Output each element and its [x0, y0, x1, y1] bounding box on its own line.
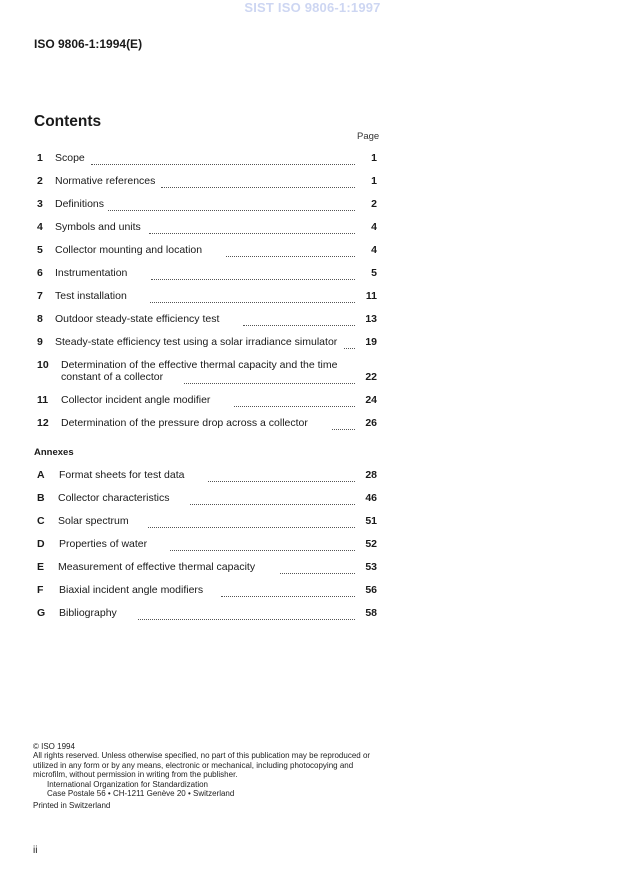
- annex-page: 52: [365, 538, 377, 550]
- dot-leader: [190, 494, 355, 505]
- contents-heading: Contents: [34, 113, 102, 130]
- toc-title: Outdoor steady-state efficiency test: [55, 313, 220, 325]
- dot-leader: [91, 154, 355, 165]
- dot-leader: [243, 315, 355, 326]
- toc-page: 2: [371, 198, 377, 210]
- dot-leader: [150, 292, 355, 303]
- annex-title: Properties of water: [59, 538, 148, 550]
- toc-entry: [34, 417, 377, 431]
- annex-title: Biaxial incident angle modifiers: [59, 584, 204, 596]
- annex-entry: [34, 538, 377, 552]
- dot-leader: [332, 419, 355, 430]
- annexes-heading: Annexes: [34, 447, 74, 458]
- toc-entry: [34, 152, 377, 166]
- dot-leader: [234, 396, 355, 407]
- annex-entry: [34, 492, 377, 506]
- toc-entry: [34, 290, 377, 304]
- toc-number: 9: [37, 336, 43, 348]
- dot-leader: [161, 177, 355, 188]
- annex-title: Format sheets for test data: [59, 469, 185, 481]
- dot-leader: [208, 471, 355, 482]
- toc-title: Collector incident angle modifier: [61, 394, 211, 406]
- dot-leader: [280, 563, 355, 574]
- toc-entry: [34, 336, 377, 350]
- toc-title: Test installation: [55, 290, 127, 302]
- copyright-line: © ISO 1994: [33, 742, 75, 751]
- dot-leader: [221, 586, 355, 597]
- organization-name: International Organization for Standardization: [47, 779, 208, 789]
- toc-entry: [34, 244, 377, 258]
- annex-page: 51: [365, 515, 377, 527]
- printed-in: Printed in Switzerland: [33, 801, 111, 811]
- annex-number: C: [37, 515, 45, 527]
- toc-number: 12: [37, 417, 49, 429]
- toc-page: 1: [371, 175, 377, 187]
- toc-number: 1: [37, 152, 43, 164]
- watermark: SIST ISO 9806-1:1997: [244, 0, 381, 15]
- dot-leader: [138, 609, 355, 620]
- dot-leader: [149, 223, 355, 234]
- annex-number: E: [37, 561, 45, 573]
- toc-page: 26: [365, 417, 377, 429]
- toc-entry: [34, 175, 377, 189]
- toc-title: Determination of the pressure drop across a collector: [61, 417, 308, 429]
- organization-address: Case Postale 56 • CH-1211 Genève 20 • Switzerland: [47, 789, 235, 799]
- toc-title: Definitions: [55, 198, 105, 210]
- toc-page: 24: [365, 394, 377, 406]
- toc-page: 4: [371, 221, 377, 233]
- toc-number: 7: [37, 290, 43, 302]
- toc-number: 4: [37, 221, 43, 233]
- annex-page: 56: [365, 584, 377, 596]
- toc-title: Instrumentation: [55, 267, 128, 279]
- annex-page: 28: [365, 469, 377, 481]
- toc-page: 19: [365, 336, 377, 348]
- annex-entry: [34, 561, 377, 575]
- page-number: ii: [33, 845, 38, 856]
- toc-number: 5: [37, 244, 43, 256]
- copyright-notice: [33, 742, 378, 811]
- toc-title: Scope: [55, 152, 85, 164]
- dot-leader: [148, 517, 355, 528]
- annex-page: 53: [365, 561, 377, 573]
- toc-page: 22: [365, 371, 377, 383]
- toc-title: Normative references: [55, 175, 156, 187]
- annex-entry: [34, 515, 377, 529]
- annex-number: G: [37, 607, 46, 619]
- annex-page: 58: [365, 607, 377, 619]
- dot-leader: [151, 269, 355, 280]
- toc-number: 2: [37, 175, 43, 187]
- toc-number: 3: [37, 198, 43, 210]
- dot-leader: [344, 338, 355, 349]
- toc-entry: [34, 267, 377, 281]
- rights-statement: All rights reserved. Unless otherwise specified, no part of this publication may be reproduced or utilized in any form or by any means, electronic or mechanical, including photocopying and microfilm, without permission in writing from the publisher.: [33, 751, 371, 780]
- toc-number: 8: [37, 313, 43, 325]
- toc-title: Symbols and units: [55, 221, 141, 233]
- annex-number: D: [37, 538, 45, 550]
- annex-title: Solar spectrum: [58, 515, 129, 527]
- document-identifier: ISO 9806-1:1994(E): [34, 37, 143, 51]
- toc-entry: [34, 394, 377, 408]
- toc-title: Determination of the effective thermal capacity and the time: [61, 359, 338, 371]
- toc-page: 13: [365, 313, 377, 325]
- toc-number: 10: [37, 359, 49, 371]
- toc-entry: [34, 359, 377, 383]
- toc-number: 11: [37, 394, 49, 406]
- toc-page: 1: [371, 152, 377, 164]
- annex-number: F: [37, 584, 44, 596]
- annex-title: Measurement of effective thermal capacity: [58, 561, 256, 573]
- annex-page: 46: [365, 492, 377, 504]
- annex-title: Bibliography: [59, 607, 117, 619]
- annex-entry: [34, 584, 377, 598]
- annex-title: Collector characteristics: [58, 492, 170, 504]
- page-column-label: Page: [357, 131, 380, 142]
- annex-number: B: [37, 492, 45, 504]
- toc-page: 5: [371, 267, 377, 279]
- dot-leader: [226, 246, 355, 257]
- toc-page: 11: [365, 290, 377, 302]
- dot-leader: [184, 373, 355, 384]
- annex-entry: [34, 607, 377, 621]
- toc-number: 6: [37, 267, 43, 279]
- toc-title: Collector mounting and location: [55, 244, 203, 256]
- toc-entry: [34, 198, 377, 212]
- dot-leader: [108, 200, 355, 211]
- annex-entry: [34, 469, 377, 483]
- toc-entry: [34, 313, 377, 327]
- dot-leader: [170, 540, 355, 551]
- toc-title: Steady-state efficiency test using a solar irradiance simulator: [55, 336, 338, 348]
- toc-title-continued: constant of a collector: [61, 371, 164, 383]
- annex-number: A: [37, 469, 45, 481]
- toc-page: 4: [371, 244, 377, 256]
- toc-entry: [34, 221, 377, 235]
